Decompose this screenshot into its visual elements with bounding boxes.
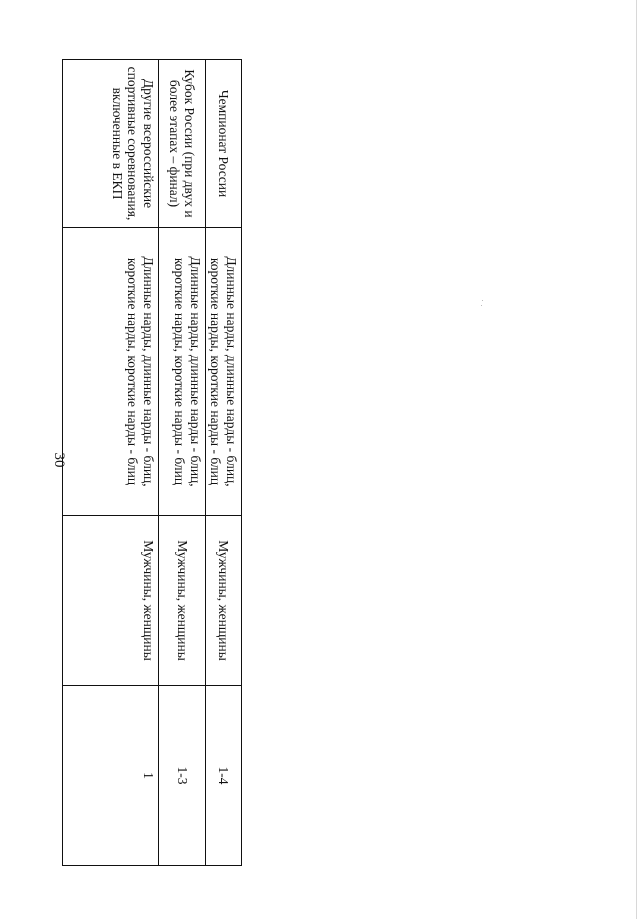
group-cell: Мужчины, женщины [159,516,206,686]
page-number: 30 [51,452,67,468]
table-frame [64,59,242,865]
group-cell: Мужчины, женщины [63,516,159,686]
competition-name-cell: Другие всероссийские спортивные соревнования, включенные в ЕКП [63,60,159,228]
places-cell: 1-4 [206,686,242,866]
rotated-table-region [64,59,242,865]
page-edge [636,0,637,919]
disciplines-cell: Длинные нарды, длинные нарды - блиц, короткие нарды, короткие нарды - блиц [206,228,242,516]
disciplines-cell: Длинные нарды, длинные нарды - блиц, короткие нарды, короткие нарды - блиц [159,228,206,516]
group-cell: Мужчины, женщины [206,516,242,686]
scan-speck [481,305,482,306]
competition-name-cell: Кубок России (при двух и более этапах – финал) [159,60,206,228]
table-row [63,60,159,866]
competition-name-cell: Чемпионат России [206,60,242,228]
places-cell: 1 [63,686,159,866]
table-row [159,60,206,866]
disciplines-cell: Длинные нарды, длинные нарды - блиц, короткие нарды, короткие нарды - блиц [63,228,159,516]
scan-speck [482,300,483,301]
table-row [206,60,242,866]
competitions-table [62,59,242,866]
places-cell: 1-3 [159,686,206,866]
